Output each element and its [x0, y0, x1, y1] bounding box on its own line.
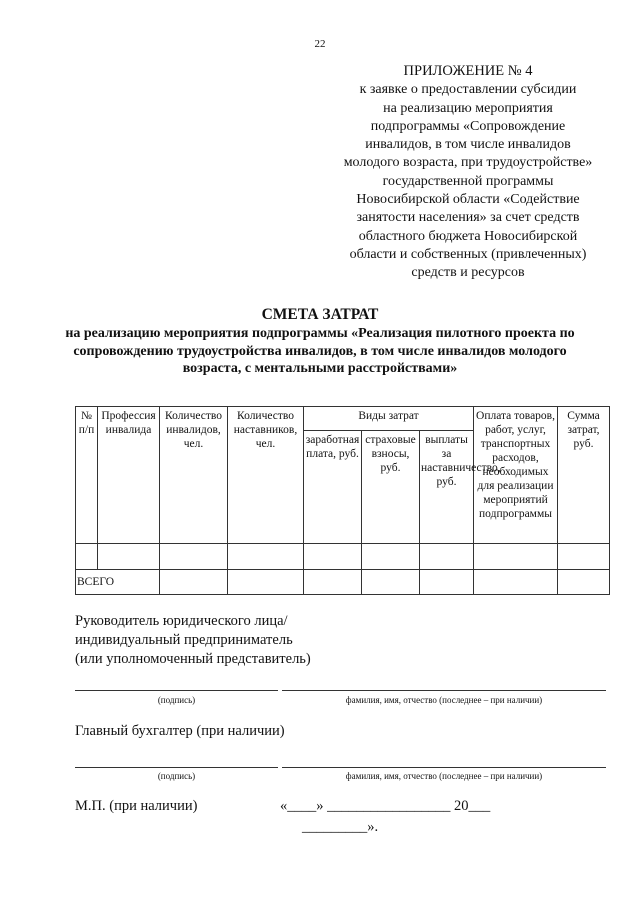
header-cost-types: Виды затрат	[304, 407, 474, 431]
accountant-name-caption: фамилия, имя, отчество (последнее – при наличии)	[345, 771, 543, 781]
estimate-title: СМЕТА ЗАТРАТ	[261, 306, 379, 323]
header-disabled-count: Количество инвалидов, чел.	[160, 407, 228, 544]
appendix-line: областного бюджета Новосибирской	[358, 228, 578, 244]
total-row	[76, 570, 610, 595]
table-cell	[76, 544, 98, 570]
head-signature-caption: (подпись)	[157, 695, 196, 705]
header-total-sum: Сумма затрат, руб.	[558, 407, 610, 544]
header-salary: заработная плата, руб.	[304, 431, 362, 544]
table-cell	[362, 544, 420, 570]
table-cell	[420, 570, 474, 595]
appendix-line: Новосибирской области «Содействие	[356, 192, 580, 208]
table-cell	[304, 544, 362, 570]
table-cell	[474, 544, 558, 570]
table-cell	[98, 544, 160, 570]
appendix-title: ПРИЛОЖЕНИЕ № 4	[403, 63, 533, 79]
accountant-label: Главный бухгалтер (при наличии)	[75, 723, 285, 739]
appendix-line: государственной программы	[382, 173, 554, 189]
header-goods-payment: Оплата товаров, работ, услуг, транспортных расходов, необходимых для реализации мероприятий подпрограммы	[474, 407, 558, 544]
appendix-line: на реализацию мероприятия	[383, 100, 553, 116]
header-num: № п/п	[76, 407, 98, 544]
table-cell	[558, 570, 610, 595]
page-number: 22	[314, 38, 326, 50]
table-cell	[420, 544, 474, 570]
head-name-caption: фамилия, имя, отчество (последнее – при наличии)	[345, 695, 543, 705]
head-signatory-label: Руководитель юридического лица/ индивидуальный предприниматель (или уполномоченный представитель)	[75, 613, 311, 667]
table-row	[76, 544, 610, 570]
head-signature-line	[75, 690, 278, 691]
appendix-line: подпрограммы «Сопровождение	[370, 118, 566, 134]
total-label: ВСЕГО	[76, 570, 160, 595]
accountant-signature-caption: (подпись)	[157, 771, 196, 781]
appendix-block	[318, 62, 618, 283]
head-name-line	[282, 690, 606, 691]
table-cell	[474, 570, 558, 595]
table-cell	[558, 544, 610, 570]
table-cell	[228, 544, 304, 570]
estimate-heading	[0, 305, 640, 378]
table-cell	[362, 570, 420, 595]
header-mentor-payments: выплаты за наставничество, руб.	[420, 431, 474, 544]
appendix-line: инвалидов, в том числе инвалидов	[365, 137, 571, 153]
date-line: «____» _________________ 20___	[280, 798, 491, 814]
table-cell	[304, 570, 362, 595]
date-line-continuation: _________».	[302, 819, 379, 835]
appendix-line: занятости населения» за счет средств	[356, 210, 580, 226]
accountant-signature-line	[75, 767, 278, 768]
table-cell	[160, 544, 228, 570]
header-insurance: страховые взносы, руб.	[362, 431, 420, 544]
table-cell	[160, 570, 228, 595]
appendix-line: к заявке о предоставлении субсидии	[359, 82, 577, 98]
cost-table	[75, 406, 610, 595]
header-mentor-count: Количество наставников, чел.	[228, 407, 304, 544]
appendix-line: молодого возраста, при трудоустройстве»	[343, 155, 593, 171]
header-profession: Профессия инвалида	[98, 407, 160, 544]
accountant-name-line	[282, 767, 606, 768]
seal-label: М.П. (при наличии)	[75, 798, 198, 814]
appendix-line: области и собственных (привлеченных)	[349, 246, 587, 262]
table-cell	[228, 570, 304, 595]
appendix-line: средств и ресурсов	[411, 265, 525, 281]
estimate-subtitle: на реализацию мероприятия подпрограммы «Реализация пилотного проекта по сопровождению трудоустройства инвалидов, в том числе инвалидов молодого возраста, с ментальными расстройствами»	[65, 326, 575, 376]
